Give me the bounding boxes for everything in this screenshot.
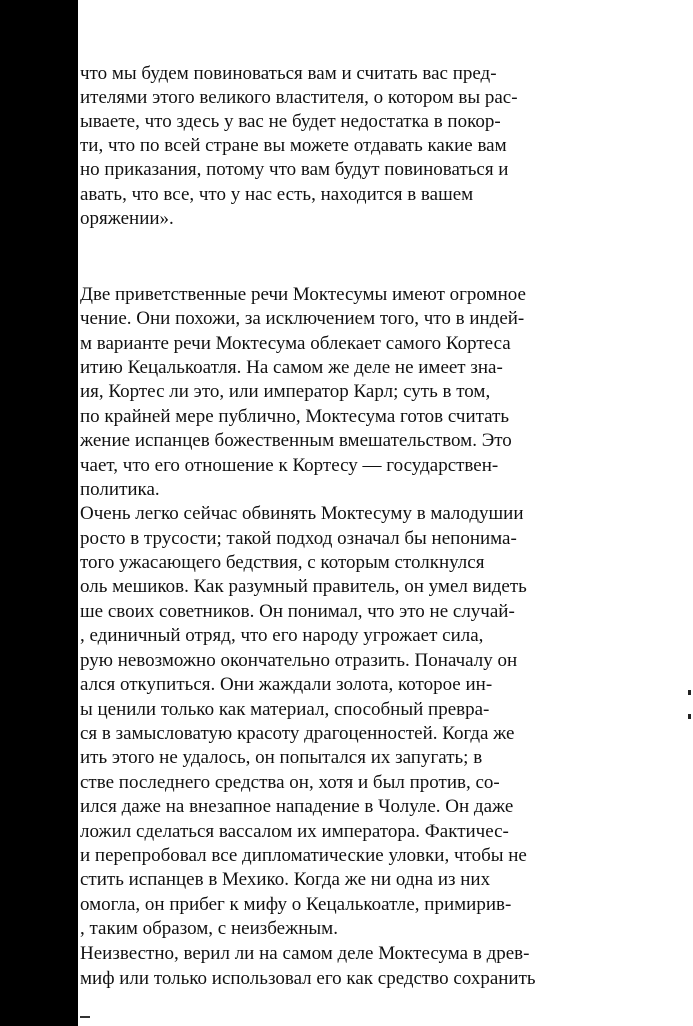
text-line: жение испанцев божественным вмешательством. Это [80, 430, 512, 451]
text-line: ываете, что здесь у вас не будет недостатка в покор- [80, 111, 501, 132]
text-line: Очень легко сейчас обвинять Моктесуму в малодушии [80, 503, 524, 524]
scan-shadow-bar [0, 0, 78, 1026]
text-line: оряжении». [80, 208, 174, 229]
text-line: ше своих советников. Он понимал, что это не случай- [80, 601, 515, 622]
text-line: м варианте речи Моктесума облекает самого Кортеса [80, 333, 511, 354]
text-line: ложил сделаться вассалом их императора. Фактичес- [80, 821, 509, 842]
text-line: , единичный отряд, что его народу угрожает сила, [80, 625, 484, 646]
text-line: оль мешиков. Как разумный правитель, он умел видеть [80, 576, 527, 597]
text-line: что мы будем повиноваться вам и считать вас пред- [80, 63, 497, 84]
text-line: чает, что его отношение к Кортесу — государствен- [80, 455, 499, 476]
scan-mark [80, 1016, 90, 1018]
text-line: , таким образом, с неизбежным. [80, 918, 338, 939]
text-line: ился даже на внезапное нападение в Чолуле. Он даже [80, 796, 514, 817]
text-line: Две приветственные речи Моктесумы имеют огромное [80, 284, 526, 305]
text-line: омогла, он прибег к мифу о Кецалькоатле, примирив- [80, 894, 512, 915]
text-line: политика. [80, 479, 160, 500]
text-line: миф или только использовал его как средство сохранить [80, 968, 536, 989]
text-line: и перепробовал все дипломатические уловки, чтобы не [80, 845, 527, 866]
scan-speck [688, 690, 691, 695]
text-line: Неизвестно, верил ли на самом деле Моктесума в древ- [80, 943, 530, 964]
text-line: ителями этого великого властителя, о котором вы рас- [80, 87, 518, 108]
text-line: того ужасающего бедствия, с которым столкнулся [80, 552, 485, 573]
text-line: стве последнего средства он, хотя и был против, со- [80, 772, 500, 793]
text-line: рую невозможно окончательно отразить. Поначалу он [80, 650, 518, 671]
text-line: но приказания, потому что вам будут повиноваться и [80, 159, 509, 180]
text-line: ти, что по всей стране вы можете отдавать какие вам [80, 135, 507, 156]
text-line: ить этого не удалось, он попытался их запугать; в [80, 747, 483, 768]
scan-speck [688, 714, 691, 719]
text-line: ы ценили только как материал, способный превра- [80, 699, 490, 720]
text-line: стить испанцев в Мехико. Когда же ни одна из них [80, 869, 491, 890]
text-line: чение. Они похожи, за исключением того, что в индей- [80, 308, 525, 329]
text-line: авать, что все, что у нас есть, находится в вашем [80, 184, 474, 205]
text-line: росто в трусости; такой подход означал бы непонима- [80, 528, 517, 549]
text-line: ался откупиться. Они жаждали золота, которое ин- [80, 674, 493, 695]
text-line: по крайней мере публично, Моктесума готов считать [80, 406, 510, 427]
text-line: ия, Кортес ли это, или император Карл; суть в том, [80, 381, 491, 402]
text-line: итию Кецалькоатля. На самом же деле не имеет зна- [80, 357, 503, 378]
text-line: ся в замысловатую красоту драгоценностей. Когда же [80, 723, 515, 744]
